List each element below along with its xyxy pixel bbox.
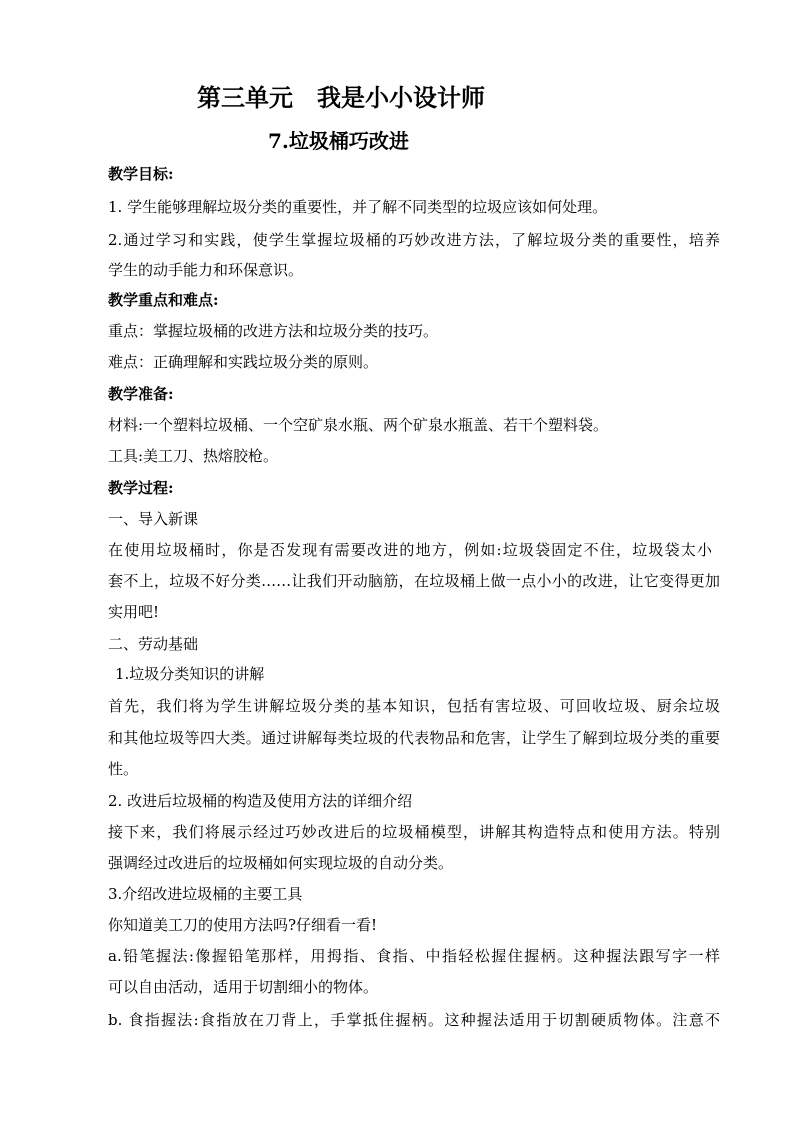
part2-heading: 二、劳动基础: [108, 635, 199, 653]
grip-a-line-2: 可以自由活动，适用于切割细小的物体。: [108, 978, 379, 996]
difficult-point: 难点：正确理解和实践垃圾分类的原则。: [108, 353, 379, 371]
objective-item-1: 1. 学生能够理解垃圾分类的重要性，并了解不同类型的垃圾应该如何处理。: [108, 198, 608, 216]
sub2-line-1: 接下来，我们将展示经过巧妙改进后的垃圾桶模型，讲解其构造特点和使用方法。特别: [108, 823, 720, 841]
key-point: 重点：掌握垃圾桶的改进方法和垃圾分类的技巧。: [108, 322, 439, 340]
process-heading: 教学过程:: [108, 479, 174, 497]
sub3-heading: 3.介绍改进垃圾桶的主要工具: [108, 885, 303, 903]
sub3-intro: 你知道美工刀的使用方法吗?仔细看一看!: [108, 916, 378, 934]
sub1-heading: 1.垃圾分类知识的讲解: [115, 665, 265, 683]
sub1-line-1: 首先，我们将为学生讲解垃圾分类的基本知识，包括有害垃圾、可回收垃圾、厨余垃圾: [108, 697, 720, 715]
materials-line: 材料:一个塑料垃圾桶、一个空矿泉水瓶、两个矿泉水瓶盖、若干个塑料袋。: [108, 416, 609, 434]
tools-line: 工具:美工刀、热熔胶枪。: [108, 447, 279, 465]
key-points-heading: 教学重点和难点:: [108, 291, 219, 309]
objective-item-2-line-2: 学生的动手能力和环保意识。: [108, 261, 304, 279]
lesson-title: 7.垃圾桶巧改进: [268, 129, 409, 153]
part1-line-1: 在使用垃圾桶时，你是否发现有需要改进的地方，例如:垃圾袋固定不住，垃圾袋太小: [108, 541, 712, 559]
objectives-heading: 教学目标:: [108, 165, 174, 183]
part1-line-3: 实用吧!: [108, 603, 160, 621]
part1-heading: 一、导入新课: [108, 510, 199, 528]
unit-number: 第三单元: [197, 83, 293, 112]
sub2-line-2: 强调经过改进后的垃圾桶如何实现垃圾的自动分类。: [108, 854, 454, 872]
grip-b-line-1: b. 食指握法:食指放在刀背上，手掌抵住握柄。这种握法适用于切割硬质物体。注意不: [108, 1011, 720, 1029]
unit-name: 我是小小设计师: [317, 83, 485, 112]
unit-title: [0, 78, 794, 113]
sub1-line-2: 和其他垃圾等四大类。通过讲解每类垃圾的代表物品和危害，让学生了解到垃圾分类的重要: [108, 729, 720, 747]
preparation-heading: 教学准备:: [108, 385, 174, 403]
sub2-heading: 2. 改进后垃圾桶的构造及使用方法的详细介绍: [108, 792, 413, 810]
grip-a-line-1: a.铅笔握法:像握铅笔那样，用拇指、食指、中指轻松握住握柄。这种握法跟写字一样: [108, 947, 720, 965]
objective-item-2-line-1: 2.通过学习和实践，使学生掌握垃圾桶的巧妙改进方法，了解垃圾分类的重要性，培养: [108, 231, 720, 249]
part1-line-2: 套不上，垃圾不好分类……让我们开动脑筋，在垃圾桶上做一点小小的改进，让它变得更加: [108, 572, 720, 590]
sub1-line-3: 性。: [108, 760, 139, 778]
